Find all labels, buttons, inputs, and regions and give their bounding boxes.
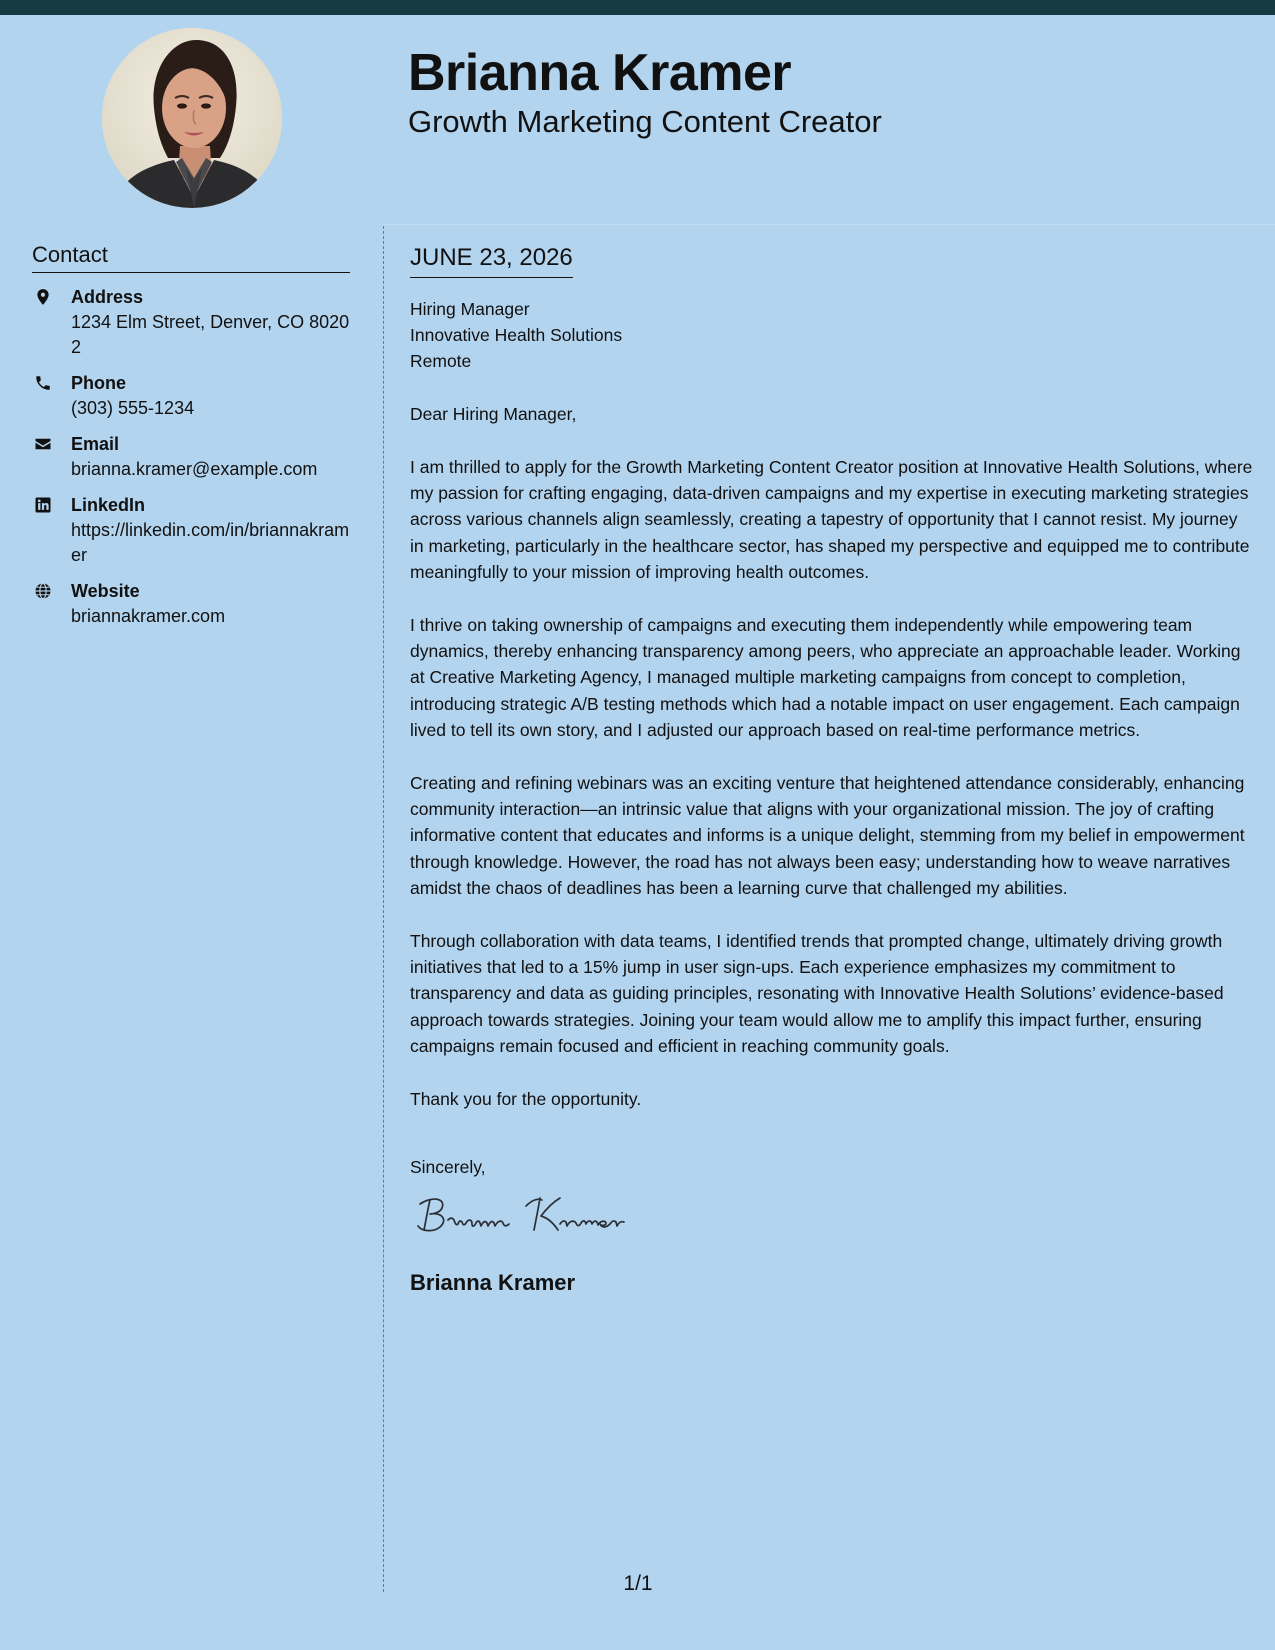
recipient-title: Hiring Manager <box>410 299 530 319</box>
phone-icon <box>34 374 52 392</box>
page-number: 1/1 <box>623 1572 653 1595</box>
applicant-job-title: Growth Marketing Content Creator <box>408 104 882 139</box>
contact-label: Phone <box>71 373 127 393</box>
envelope-icon <box>34 435 52 453</box>
letter-greeting: Dear Hiring Manager, <box>410 404 577 424</box>
letter-paragraph: I thrive on taking ownership of campaigns and executing them independently while empowering team dynamics, thereby enhancing transparency among peers, who appreciate an approachable leader. Working at Creative Marketing Agency, I managed multiple marketing campaigns from concept to completion, introducing strategic A/B testing methods which had a notable impact on user engagement. Each campaign lived to tell its own story, and I adjusted our approach based on real-time performance metrics. <box>410 614 1241 740</box>
letter-date: JUNE 23, 2026 <box>410 242 573 278</box>
contact-value[interactable]: (303) 555-1234 <box>71 398 195 418</box>
recipient-block <box>410 296 1253 374</box>
contact-value[interactable]: brianna.kramer@example.com <box>71 459 318 479</box>
contact-sidebar <box>32 240 350 640</box>
signed-name: Brianna Kramer <box>410 1270 576 1296</box>
contact-phone <box>32 371 350 421</box>
applicant-name: Brianna Kramer <box>408 44 792 102</box>
letter-closing: Sincerely, <box>410 1157 486 1178</box>
linkedin-icon <box>34 496 52 514</box>
recipient-location: Remote <box>410 351 472 371</box>
contact-value: 1234 Elm Street, Denver, CO 80202 <box>71 312 350 357</box>
contact-linkedin <box>32 493 350 568</box>
contact-list <box>32 285 350 629</box>
handwritten-signature <box>410 1190 1253 1242</box>
contact-heading: Contact <box>32 240 350 273</box>
letter-paragraph: I am thrilled to apply for the Growth Marketing Content Creator position at Innovative Health Solutions, where my passion for crafting engaging, data-driven campaigns and my expertise in executing marketing strategies across various channels align seamlessly, creating a tapestry of opportunity that I cannot resist. My journey in marketing, particularly in the healthcare sector, has shaped my perspective and equipped me to contribute meaningfully to your mission of improving health outcomes. <box>410 456 1253 582</box>
contact-value[interactable]: briannakramer.com <box>71 606 226 626</box>
letter-paragraph: Through collaboration with data teams, I identified trends that prompted change, ultimately driving growth initiatives that led to a 15% jump in user sign-ups. Each experience emphasizes my commitment to transparency and data as guiding principles, resonating with Innovative Health Solutions’ evidence-based approach towards strategies. Joining your team would allow me to amplify this impact further, ensuring campaigns remain focused and efficient in reaching community goals. <box>410 930 1224 1056</box>
contact-label: LinkedIn <box>71 495 146 515</box>
contact-address <box>32 285 350 360</box>
profile-photo <box>102 28 282 208</box>
header-divider <box>383 224 1275 225</box>
contact-label: Address <box>71 287 144 307</box>
recipient-company: Innovative Health Solutions <box>410 325 623 345</box>
contact-label: Email <box>71 434 120 454</box>
map-pin-icon <box>34 288 52 306</box>
contact-value[interactable]: https://linkedin.com/in/briannakramer <box>71 520 350 565</box>
letter-thanks: Thank you for the opportunity. <box>410 1088 642 1109</box>
globe-icon <box>34 582 52 600</box>
column-divider <box>383 226 384 1592</box>
contact-label: Website <box>71 581 140 601</box>
top-accent-bar <box>0 0 1275 15</box>
contact-website <box>32 579 350 629</box>
letter-body <box>410 242 1253 1298</box>
contact-email <box>32 432 350 482</box>
letter-paragraph: Creating and refining webinars was an exciting venture that heightened attendance considerably, enhancing community interaction—an intrinsic value that aligns with your organizational mission. The joy of crafting informative content that educates and informs is a unique delight, stemming from my belief in empowerment through knowledge. However, the road has not always been easy; understanding how to weave narratives amidst the chaos of deadlines has been a learning curve that challenged my abilities. <box>410 772 1245 898</box>
